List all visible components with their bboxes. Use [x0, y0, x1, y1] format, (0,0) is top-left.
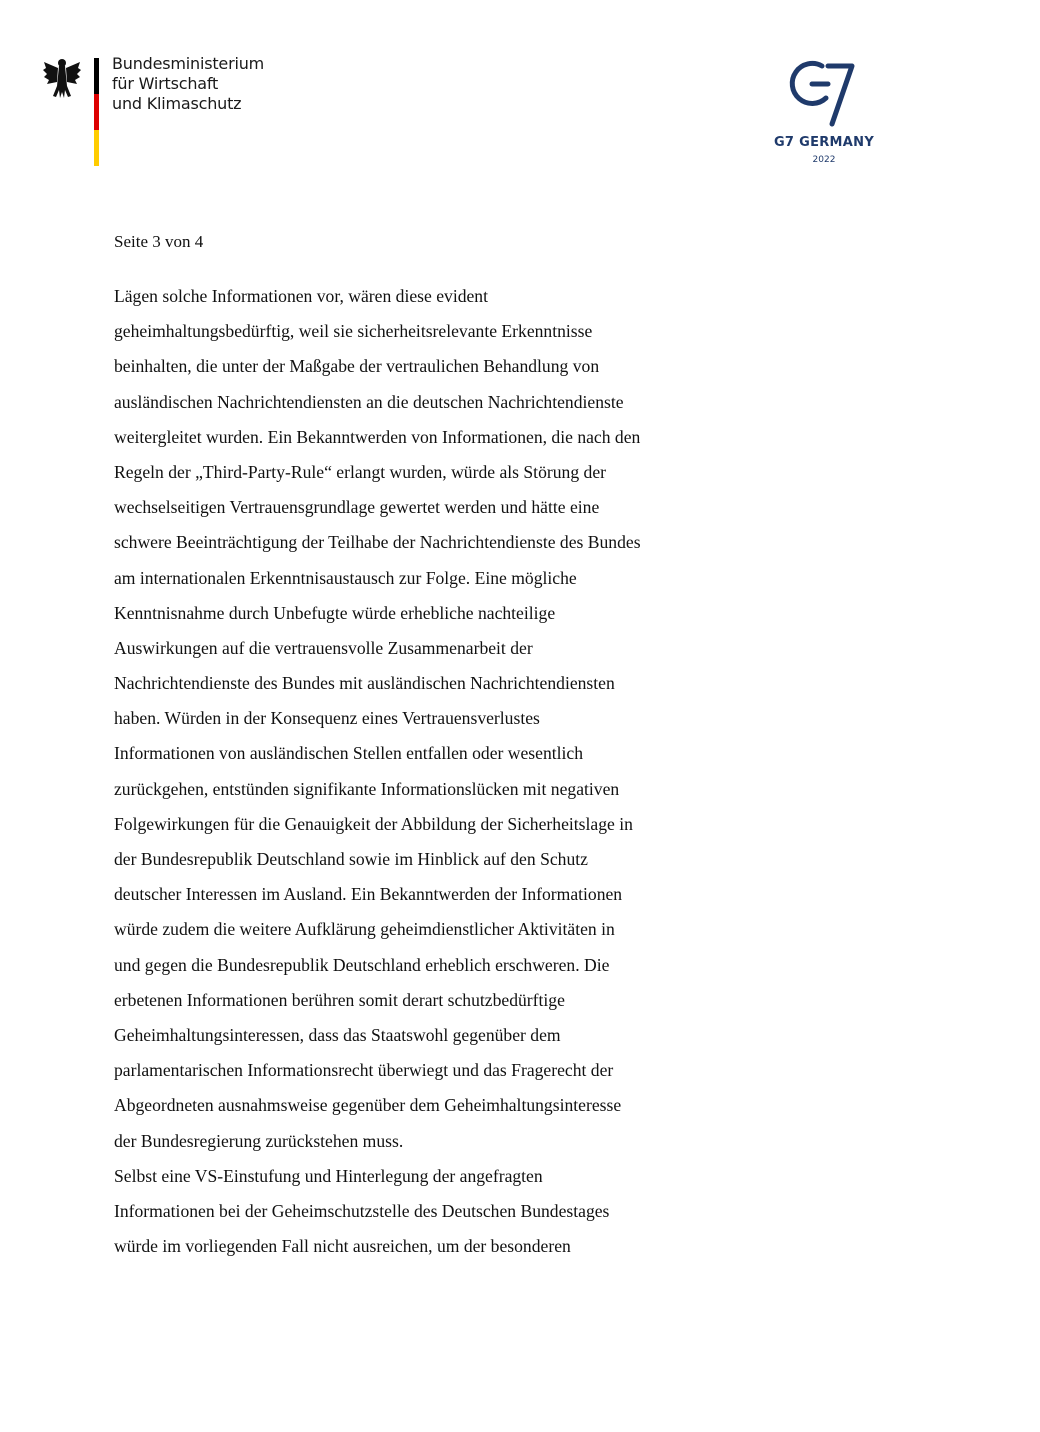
ministry-name-line: für Wirtschaft [112, 74, 219, 93]
body-text-line: geheimhaltungsbedürftig, weil sie sicherheitsrelevante Erkenntnisse [114, 321, 593, 342]
page-number: Seite 3 von 4 [114, 232, 204, 251]
g7-germany-logo [762, 56, 886, 176]
body-text-line: der Bundesregierung zurückstehen muss. [114, 1130, 404, 1151]
g7-title: G7 GERMANY [773, 135, 875, 150]
body-text-line: Regeln der „Third-Party-Rule“ erlangt wurden, würde als Störung der [114, 461, 606, 482]
body-text-line: weitergleitet wurden. Ein Bekanntwerden von Informationen, die nach den [114, 426, 641, 447]
german-flag-bar [94, 58, 99, 166]
body-text-line: würde im vorliegenden Fall nicht ausreichen, um der besonderen [114, 1236, 571, 1257]
g7-mark-icon [788, 56, 858, 128]
flag-stripe-gold [94, 130, 99, 166]
body-text-line: haben. Würden in der Konsequenz eines Vertrauensverlustes [114, 708, 540, 729]
flag-stripe-red [94, 94, 99, 130]
body-text-line: deutscher Interessen im Ausland. Ein Bekanntwerden der Informationen [114, 884, 623, 905]
body-text-line: wechselseitigen Vertrauensgrundlage gewertet werden und hätte eine [114, 497, 600, 518]
body-text [114, 279, 774, 1264]
body-text-line: ausländischen Nachrichtendiensten an die deutschen Nachrichtendienste [114, 391, 624, 412]
ministry-name [112, 54, 264, 114]
federal-eagle-icon [42, 56, 82, 100]
body-text-line: und gegen die Bundesrepublik Deutschland erheblich erschweren. Die [114, 954, 610, 975]
body-text-line: schwere Beeinträchtigung der Teilhabe der Nachrichtendienste des Bundes [114, 532, 641, 553]
body-text-line: parlamentarischen Informationsrecht überwiegt und das Fragerecht der [114, 1060, 614, 1081]
body-text-line: Kenntnisnahme durch Unbefugte würde erhebliche nachteilige [114, 602, 556, 623]
body-text-line: Geheimhaltungsinteressen, dass das Staatswohl gegenüber dem [114, 1024, 561, 1045]
body-text-line: Informationen bei der Geheimschutzstelle des Deutschen Bundestages [114, 1200, 610, 1221]
body-text-line: Abgeordneten ausnahmsweise gegenüber dem Geheimhaltungsinteresse [114, 1095, 622, 1116]
flag-stripe-black [94, 58, 99, 94]
body-text-line: Selbst eine VS-Einstufung und Hinterlegung der angefragten [114, 1165, 543, 1186]
body-text-line: am internationalen Erkenntnisaustausch zur Folge. Eine mögliche [114, 567, 577, 588]
body-text-line: Lägen solche Informationen vor, wären diese evident [114, 286, 488, 306]
ministry-name-line: Bundesministerium [112, 54, 265, 73]
body-text-line: zurückgehen, entstünden signifikante Informationslücken mit negativen [114, 778, 620, 799]
body-text-line: erbetenen Informationen berühren somit derart schutzbedürftige [114, 989, 565, 1010]
body-text-line: Informationen von ausländischen Stellen entfallen oder wesentlich [114, 743, 584, 764]
body-text-line: würde zudem die weitere Aufklärung geheimdienstlicher Aktivitäten in [114, 919, 615, 940]
body-text-line: Nachrichtendienste des Bundes mit ausländischen Nachrichtendiensten [114, 673, 615, 694]
g7-year: 2022 [812, 155, 836, 165]
body-text-line: Auswirkungen auf die vertrauensvolle Zusammenarbeit der [114, 637, 533, 658]
body-text-line: der Bundesrepublik Deutschland sowie im Hinblick auf den Schutz [114, 849, 588, 869]
ministry-logo [40, 54, 280, 168]
body-text-line: beinhalten, die unter der Maßgabe der vertraulichen Behandlung von [114, 356, 600, 377]
body-text-line: Folgewirkungen für die Genauigkeit der Abbildung der Sicherheitslage in [114, 813, 633, 834]
ministry-name-line: und Klimaschutz [112, 94, 242, 113]
